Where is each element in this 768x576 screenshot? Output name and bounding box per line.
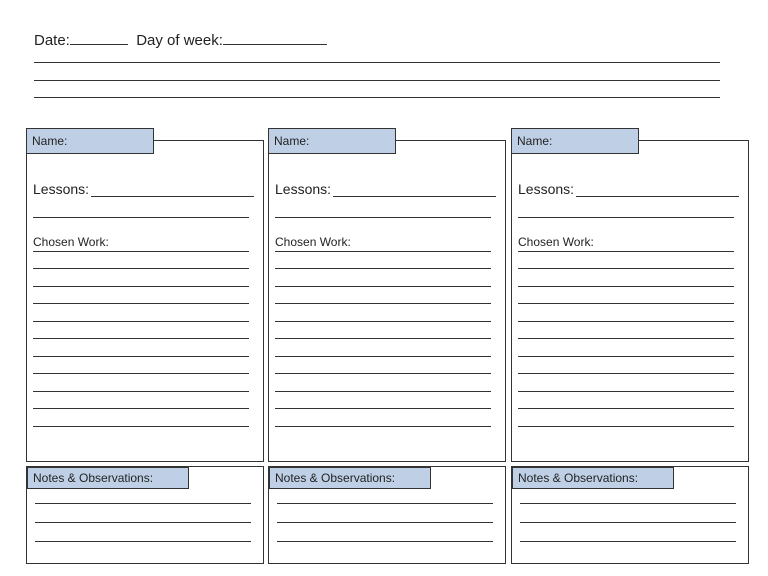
writing-line[interactable] bbox=[33, 321, 249, 322]
writing-line[interactable] bbox=[518, 391, 734, 392]
writing-line[interactable] bbox=[518, 426, 734, 427]
writing-line[interactable] bbox=[518, 408, 734, 409]
notes-line[interactable] bbox=[520, 503, 736, 504]
chosen-work-label: Chosen Work: bbox=[518, 235, 594, 249]
header-writing-line[interactable] bbox=[34, 80, 720, 81]
lessons-line[interactable] bbox=[576, 196, 739, 197]
notes-card bbox=[26, 466, 264, 564]
date-label: Date: bbox=[34, 32, 70, 49]
name-tab[interactable]: Name: bbox=[26, 128, 154, 154]
notes-observations-tab: Notes & Observations: bbox=[512, 467, 674, 489]
writing-line[interactable] bbox=[518, 286, 734, 287]
lessons-label: Lessons: bbox=[33, 181, 90, 197]
writing-line[interactable] bbox=[275, 373, 491, 374]
writing-line[interactable] bbox=[275, 338, 491, 339]
writing-line[interactable] bbox=[518, 268, 734, 269]
writing-line[interactable] bbox=[518, 356, 734, 357]
writing-line[interactable] bbox=[518, 373, 734, 374]
student-card bbox=[26, 140, 264, 462]
writing-line[interactable] bbox=[33, 303, 249, 304]
writing-line[interactable] bbox=[33, 356, 249, 357]
date-blank[interactable] bbox=[70, 30, 128, 45]
day-of-week-blank[interactable] bbox=[223, 30, 327, 45]
writing-line[interactable] bbox=[518, 321, 734, 322]
notes-line[interactable] bbox=[277, 541, 493, 542]
writing-line[interactable] bbox=[275, 286, 491, 287]
writing-line[interactable] bbox=[518, 338, 734, 339]
notes-line[interactable] bbox=[520, 522, 736, 523]
writing-line[interactable] bbox=[518, 251, 734, 252]
writing-line[interactable] bbox=[275, 217, 491, 218]
notes-card bbox=[511, 466, 749, 564]
writing-line[interactable] bbox=[275, 321, 491, 322]
notes-line[interactable] bbox=[520, 541, 736, 542]
header-writing-line[interactable] bbox=[34, 97, 720, 98]
notes-line[interactable] bbox=[35, 503, 251, 504]
writing-line[interactable] bbox=[275, 356, 491, 357]
writing-line[interactable] bbox=[33, 217, 249, 218]
chosen-work-label: Chosen Work: bbox=[33, 235, 109, 249]
writing-line[interactable] bbox=[33, 391, 249, 392]
lessons-label: Lessons: bbox=[275, 181, 332, 197]
lessons-label: Lessons: bbox=[518, 181, 575, 197]
writing-line[interactable] bbox=[275, 303, 491, 304]
writing-line[interactable] bbox=[518, 217, 734, 218]
notes-card bbox=[268, 466, 506, 564]
writing-line[interactable] bbox=[518, 303, 734, 304]
writing-line[interactable] bbox=[33, 373, 249, 374]
writing-line[interactable] bbox=[275, 408, 491, 409]
writing-line[interactable] bbox=[33, 286, 249, 287]
student-card bbox=[511, 140, 749, 462]
writing-line[interactable] bbox=[33, 408, 249, 409]
name-tab[interactable]: Name: bbox=[511, 128, 639, 154]
name-tab[interactable]: Name: bbox=[268, 128, 396, 154]
notes-observations-tab: Notes & Observations: bbox=[27, 467, 189, 489]
writing-line[interactable] bbox=[33, 338, 249, 339]
writing-line[interactable] bbox=[275, 251, 491, 252]
writing-line[interactable] bbox=[275, 426, 491, 427]
lessons-line[interactable] bbox=[333, 196, 496, 197]
page-header bbox=[34, 30, 327, 49]
notes-line[interactable] bbox=[277, 503, 493, 504]
writing-line[interactable] bbox=[33, 268, 249, 269]
day-of-week-label: Day of week: bbox=[136, 32, 223, 49]
writing-line[interactable] bbox=[33, 251, 249, 252]
notes-line[interactable] bbox=[35, 541, 251, 542]
writing-line[interactable] bbox=[33, 426, 249, 427]
notes-line[interactable] bbox=[277, 522, 493, 523]
header-writing-line[interactable] bbox=[34, 62, 720, 63]
lessons-line[interactable] bbox=[91, 196, 254, 197]
chosen-work-label: Chosen Work: bbox=[275, 235, 351, 249]
writing-line[interactable] bbox=[275, 268, 491, 269]
student-card bbox=[268, 140, 506, 462]
notes-observations-tab: Notes & Observations: bbox=[269, 467, 431, 489]
notes-line[interactable] bbox=[35, 522, 251, 523]
writing-line[interactable] bbox=[275, 391, 491, 392]
